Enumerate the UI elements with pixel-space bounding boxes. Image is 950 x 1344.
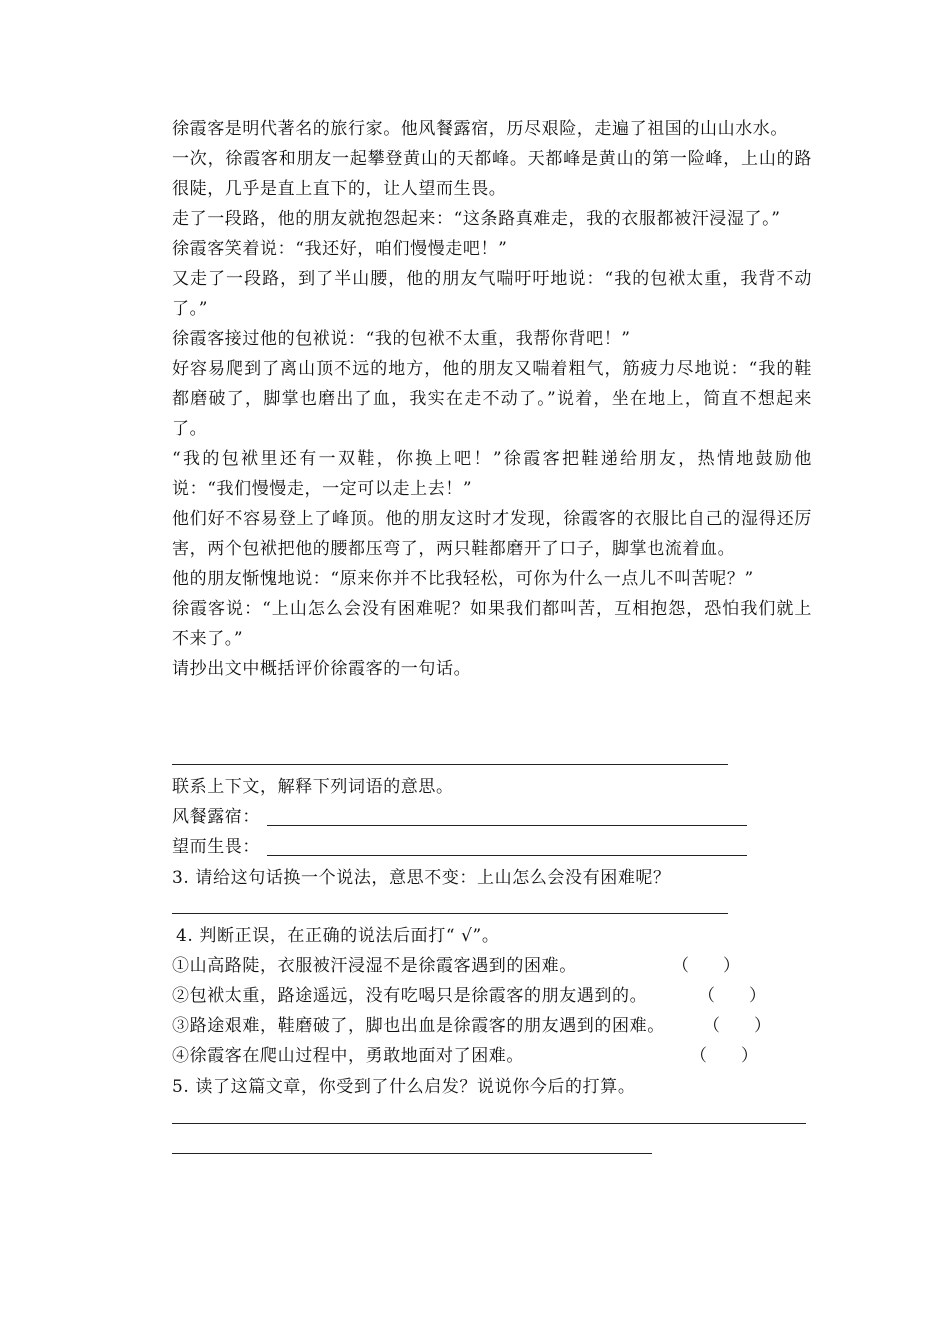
word-label: 望而生畏： bbox=[172, 837, 260, 857]
passage-paragraph: 徐霞客说：“上山怎么会没有困难呢？如果我们都叫苦，互相抱怨，恐怕我们就上不来了。” bbox=[172, 599, 812, 649]
passage-paragraph: 好容易爬到了离山顶不远的地方，他的朋友又喘着粗气，筋疲力尽地说：“我的鞋都磨破了，脚掌也磨出了血，我实在走不动了。”说着，坐在地上，简直不想起来了。 bbox=[172, 359, 812, 439]
word-row-2 bbox=[172, 832, 752, 862]
word-label: 风餐露宿： bbox=[172, 807, 260, 827]
judge-item-1: ①山高路陡，衣服被汗浸湿不是徐霞客遇到的困难。 bbox=[172, 956, 577, 976]
passage-paragraph: 他们好不容易登上了峰顶。他的朋友这时才发现，徐霞客的衣服比自己的湿得还厉害，两个包袱把他的腰都压弯了，两只鞋都磨开了口子，脚掌也流着血。 bbox=[172, 509, 812, 559]
question-4-prompt: 4. 判断正误，在正确的说法后面打“ √”。 bbox=[176, 926, 500, 946]
answer-line-q5-1[interactable] bbox=[172, 1123, 806, 1124]
answer-paren-1[interactable]: （ ） bbox=[672, 956, 740, 976]
word-row-1 bbox=[172, 802, 752, 832]
passage-paragraph: 一次，徐霞客和朋友一起攀登黄山的天都峰。天都峰是黄山的第一险峰，上山的路很陡，几乎是直上直下的，让人望而生畏。 bbox=[172, 149, 812, 199]
question-1-prompt: 请抄出文中概括评价徐霞客的一句话。 bbox=[172, 659, 472, 679]
answer-paren-3[interactable]: （ ） bbox=[703, 1016, 771, 1036]
answer-line-word1[interactable] bbox=[267, 825, 747, 826]
passage-paragraph: 徐霞客是明代著名的旅行家。他风餐露宿，历尽艰险，走遍了祖国的山山水水。 bbox=[172, 119, 788, 139]
question-2-prompt: 联系上下文，解释下列词语的意思。 bbox=[172, 777, 454, 797]
answer-line-q1[interactable] bbox=[172, 764, 728, 765]
judge-item-4: ④徐霞客在爬山过程中，勇敢地面对了困难。 bbox=[172, 1046, 524, 1066]
question-5-prompt: 5. 读了这篇文章，你受到了什么启发？说说你今后的打算。 bbox=[172, 1077, 636, 1097]
reading-passage bbox=[172, 114, 812, 684]
judge-item-2: ②包袱太重，路途遥远，没有吃喝只是徐霞客的朋友遇到的。 bbox=[172, 986, 648, 1006]
answer-line-word2[interactable] bbox=[267, 855, 747, 856]
passage-paragraph: 徐霞客接过他的包袱说：“我的包袱不太重，我帮你背吧！” bbox=[172, 329, 631, 349]
passage-paragraph: 又走了一段路，到了半山腰，他的朋友气喘吁吁地说：“我的包袱太重，我背不动了。” bbox=[172, 269, 812, 319]
answer-paren-4[interactable]: （ ） bbox=[690, 1046, 758, 1066]
passage-paragraph: “我的包袱里还有一双鞋，你换上吧！”徐霞客把鞋递给朋友，热情地鼓励他说：“我们慢慢走，一定可以走上去！” bbox=[172, 449, 812, 499]
passage-paragraph: 走了一段路，他的朋友就抱怨起来：“这条路真难走，我的衣服都被汗浸湿了。” bbox=[172, 209, 781, 229]
answer-line-q3[interactable] bbox=[172, 913, 728, 914]
answer-paren-2[interactable]: （ ） bbox=[698, 986, 766, 1006]
answer-line-q5-2[interactable] bbox=[172, 1153, 652, 1154]
passage-paragraph: 徐霞客笑着说：“我还好，咱们慢慢走吧！” bbox=[172, 239, 508, 259]
judge-item-3: ③路途艰难，鞋磨破了，脚也出血是徐霞客的朋友遇到的困难。 bbox=[172, 1016, 665, 1036]
passage-paragraph: 他的朋友惭愧地说：“原来你并不比我轻松，可你为什么一点儿不叫苦呢？” bbox=[172, 569, 754, 589]
question-3-prompt: 3. 请给这句话换一个说法，意思不变：上山怎么会没有困难呢？ bbox=[172, 868, 671, 888]
